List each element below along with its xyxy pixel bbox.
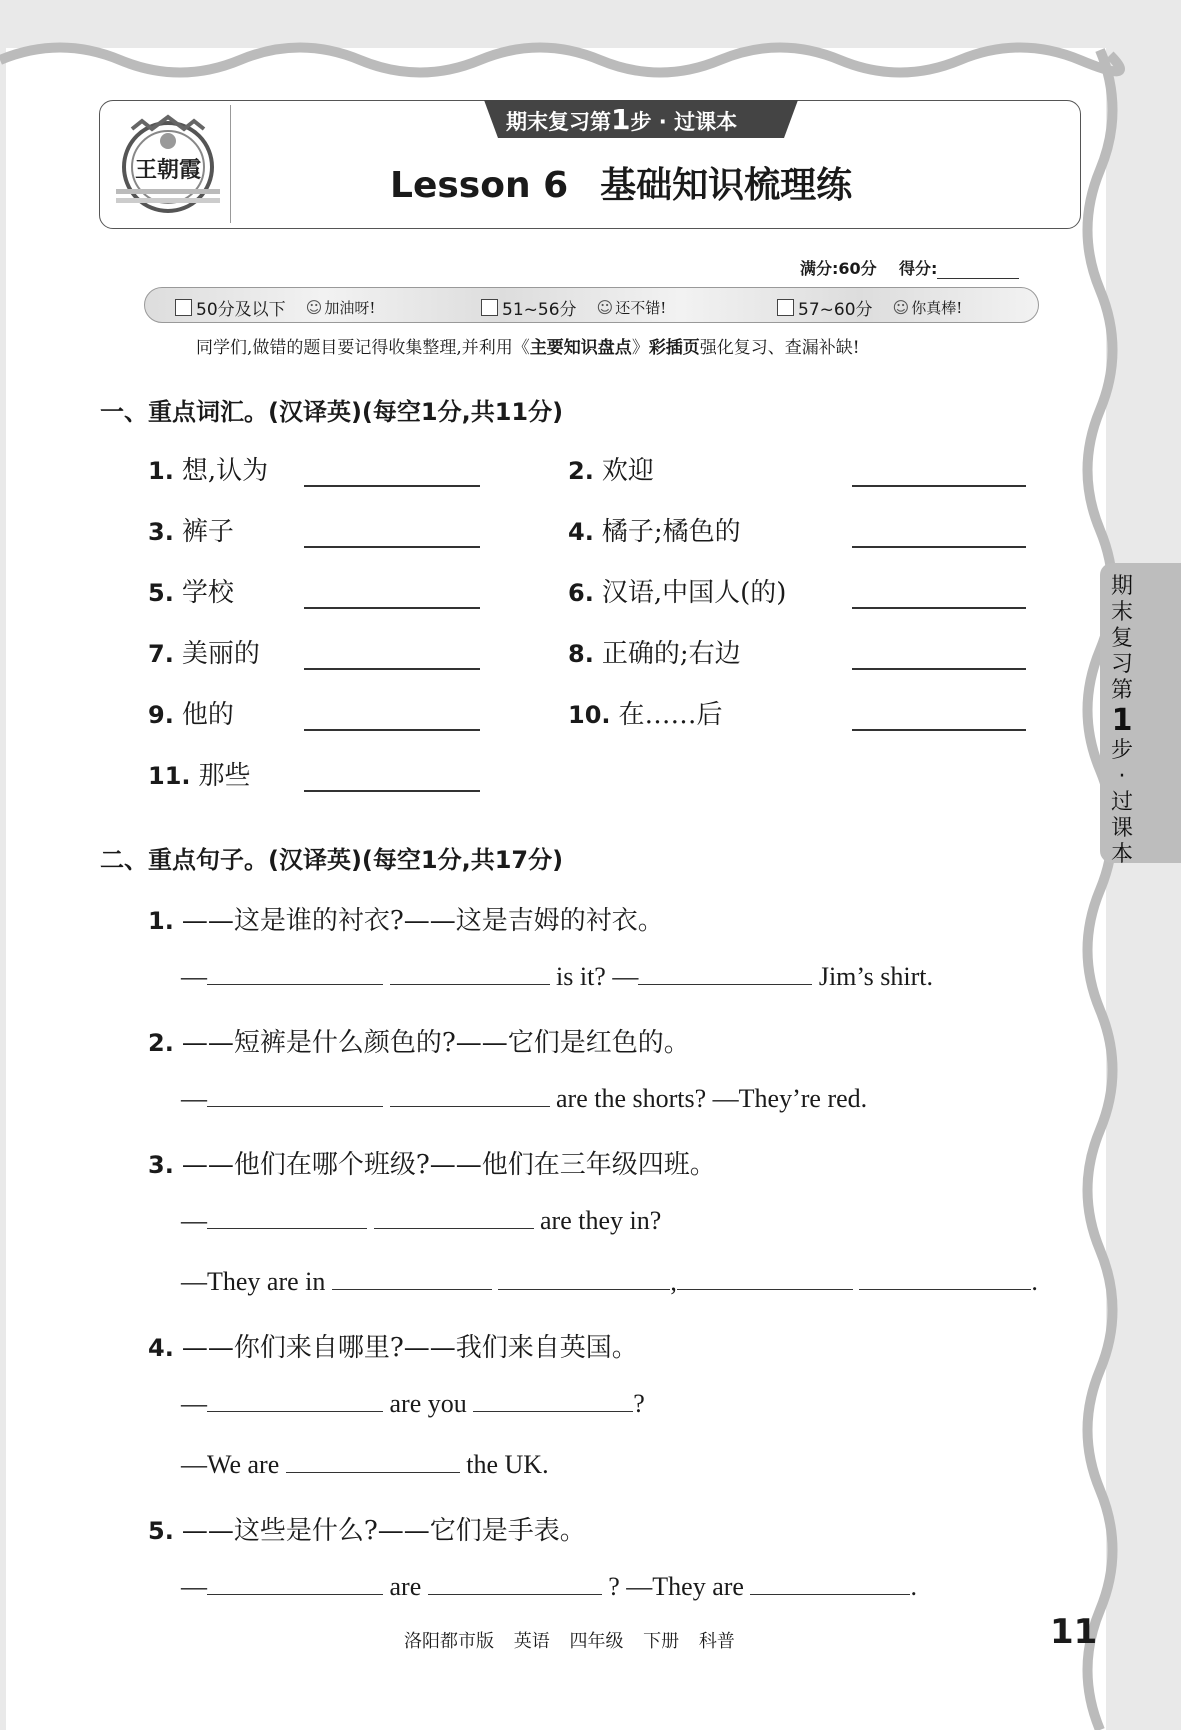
answer-blank[interactable] [852, 546, 1026, 548]
sentence-answer-line: —They are in , . [181, 1267, 1038, 1296]
grade-high: 57~60分 ☺ 你真棒! [777, 295, 962, 320]
answer-blank[interactable] [304, 668, 480, 670]
vocab-item: 4. 橘子;橘色的 [568, 517, 741, 547]
answer-blank[interactable] [677, 1267, 853, 1290]
answer-blank[interactable] [852, 668, 1026, 670]
page-title: Lesson 6 基础知识梳理练 [390, 165, 853, 206]
svg-text:王朝霞: 王朝霞 [134, 157, 202, 183]
answer-blank[interactable] [638, 962, 812, 985]
vocab-item: 1. 想,认为 [148, 456, 269, 486]
answer-blank[interactable] [473, 1389, 633, 1412]
side-tab-label: 期 末 复 习 第 1 步 · 过 课 本 [1110, 574, 1133, 867]
smiley-icon: ☺ [596, 298, 614, 317]
sentence-question: 2. ——短裤是什么颜色的?——它们是红色的。 [148, 1028, 690, 1058]
answer-blank[interactable] [304, 607, 480, 609]
score-row: 满分:60分 得分: [800, 256, 1019, 279]
answer-blank[interactable] [390, 1084, 550, 1107]
vocab-item: 7. 美丽的 [148, 639, 260, 669]
checkbox[interactable] [175, 299, 192, 316]
lesson-header [99, 100, 1081, 229]
answer-blank[interactable] [304, 485, 480, 487]
sentence-answer-line: — are they in? [181, 1206, 662, 1235]
reminder-text: 同学们,做错的题目要记得收集整理,并利用《主要知识盘点》彩插页强化复习、查漏补缺! [196, 338, 860, 358]
sentence-question: 5. ——这些是什么?——它们是手表。 [148, 1516, 586, 1546]
sentence-question: 1. ——这是谁的衬衣?——这是吉姆的衬衣。 [148, 906, 664, 936]
answer-blank[interactable] [207, 1389, 383, 1412]
step-label: 期末复习第1步 · 过课本 [506, 102, 738, 136]
grade-low: 50分及以下 ☺ 加油呀! [175, 295, 375, 320]
answer-blank[interactable] [852, 485, 1026, 487]
answer-blank[interactable] [374, 1206, 534, 1229]
vocab-item: 11. 那些 [148, 761, 251, 791]
sentence-question: 4. ——你们来自哪里?——我们来自英国。 [148, 1333, 638, 1363]
answer-blank[interactable] [859, 1267, 1031, 1290]
sentence-answer-line: — are ? —They are . [181, 1572, 917, 1601]
answer-blank[interactable] [286, 1450, 460, 1473]
vocab-item: 5. 学校 [148, 578, 234, 608]
checkbox[interactable] [777, 299, 794, 316]
answer-blank[interactable] [207, 962, 383, 985]
grade-mid: 51~56分 ☺ 还不错! [481, 295, 666, 320]
vocab-item: 2. 欢迎 [568, 456, 654, 486]
answer-blank[interactable] [304, 729, 480, 731]
sentence-answer-line: — are the shorts? —They’re red. [181, 1084, 868, 1113]
answer-blank[interactable] [304, 790, 480, 792]
sentence-answer-line: — are you ? [181, 1389, 645, 1418]
logo-divider [230, 105, 231, 223]
answer-blank[interactable] [207, 1084, 383, 1107]
grade-bar [144, 287, 1039, 323]
answer-blank[interactable] [207, 1206, 367, 1229]
answer-blank[interactable] [852, 607, 1026, 609]
answer-blank[interactable] [332, 1267, 492, 1290]
vocab-item: 6. 汉语,中国人(的) [568, 578, 787, 608]
score-blank[interactable] [937, 262, 1019, 279]
page-number: 11 [1050, 1612, 1098, 1652]
sentence-question: 3. ——他们在哪个班级?——他们在三年级四班。 [148, 1150, 716, 1180]
vocab-item: 8. 正确的;右边 [568, 639, 741, 669]
publisher-logo [112, 107, 224, 219]
section-title-sentences: 二、重点句子。(汉译英)(每空1分,共17分) [100, 846, 564, 874]
smiley-icon: ☺ [892, 298, 910, 317]
smiley-icon: ☺ [305, 298, 323, 317]
footer-text: 洛阳都市版 英语 四年级 下册 科普 [404, 1631, 735, 1652]
checkbox[interactable] [481, 299, 498, 316]
sentence-answer-line: — is it? — Jim’s shirt. [181, 962, 933, 991]
vocab-item: 9. 他的 [148, 700, 234, 730]
vocab-item: 10. 在……后 [568, 700, 723, 730]
step-banner [484, 100, 737, 138]
answer-blank[interactable] [390, 962, 550, 985]
answer-blank[interactable] [428, 1572, 602, 1595]
answer-blank[interactable] [207, 1572, 383, 1595]
answer-blank[interactable] [750, 1572, 910, 1595]
answer-blank[interactable] [304, 546, 480, 548]
vocab-item: 3. 裤子 [148, 517, 234, 547]
answer-blank[interactable] [852, 729, 1026, 731]
sentence-answer-line: —We are the UK. [181, 1450, 549, 1479]
answer-blank[interactable] [498, 1267, 670, 1290]
section-title-vocab: 一、重点词汇。(汉译英)(每空1分,共11分) [100, 398, 564, 426]
